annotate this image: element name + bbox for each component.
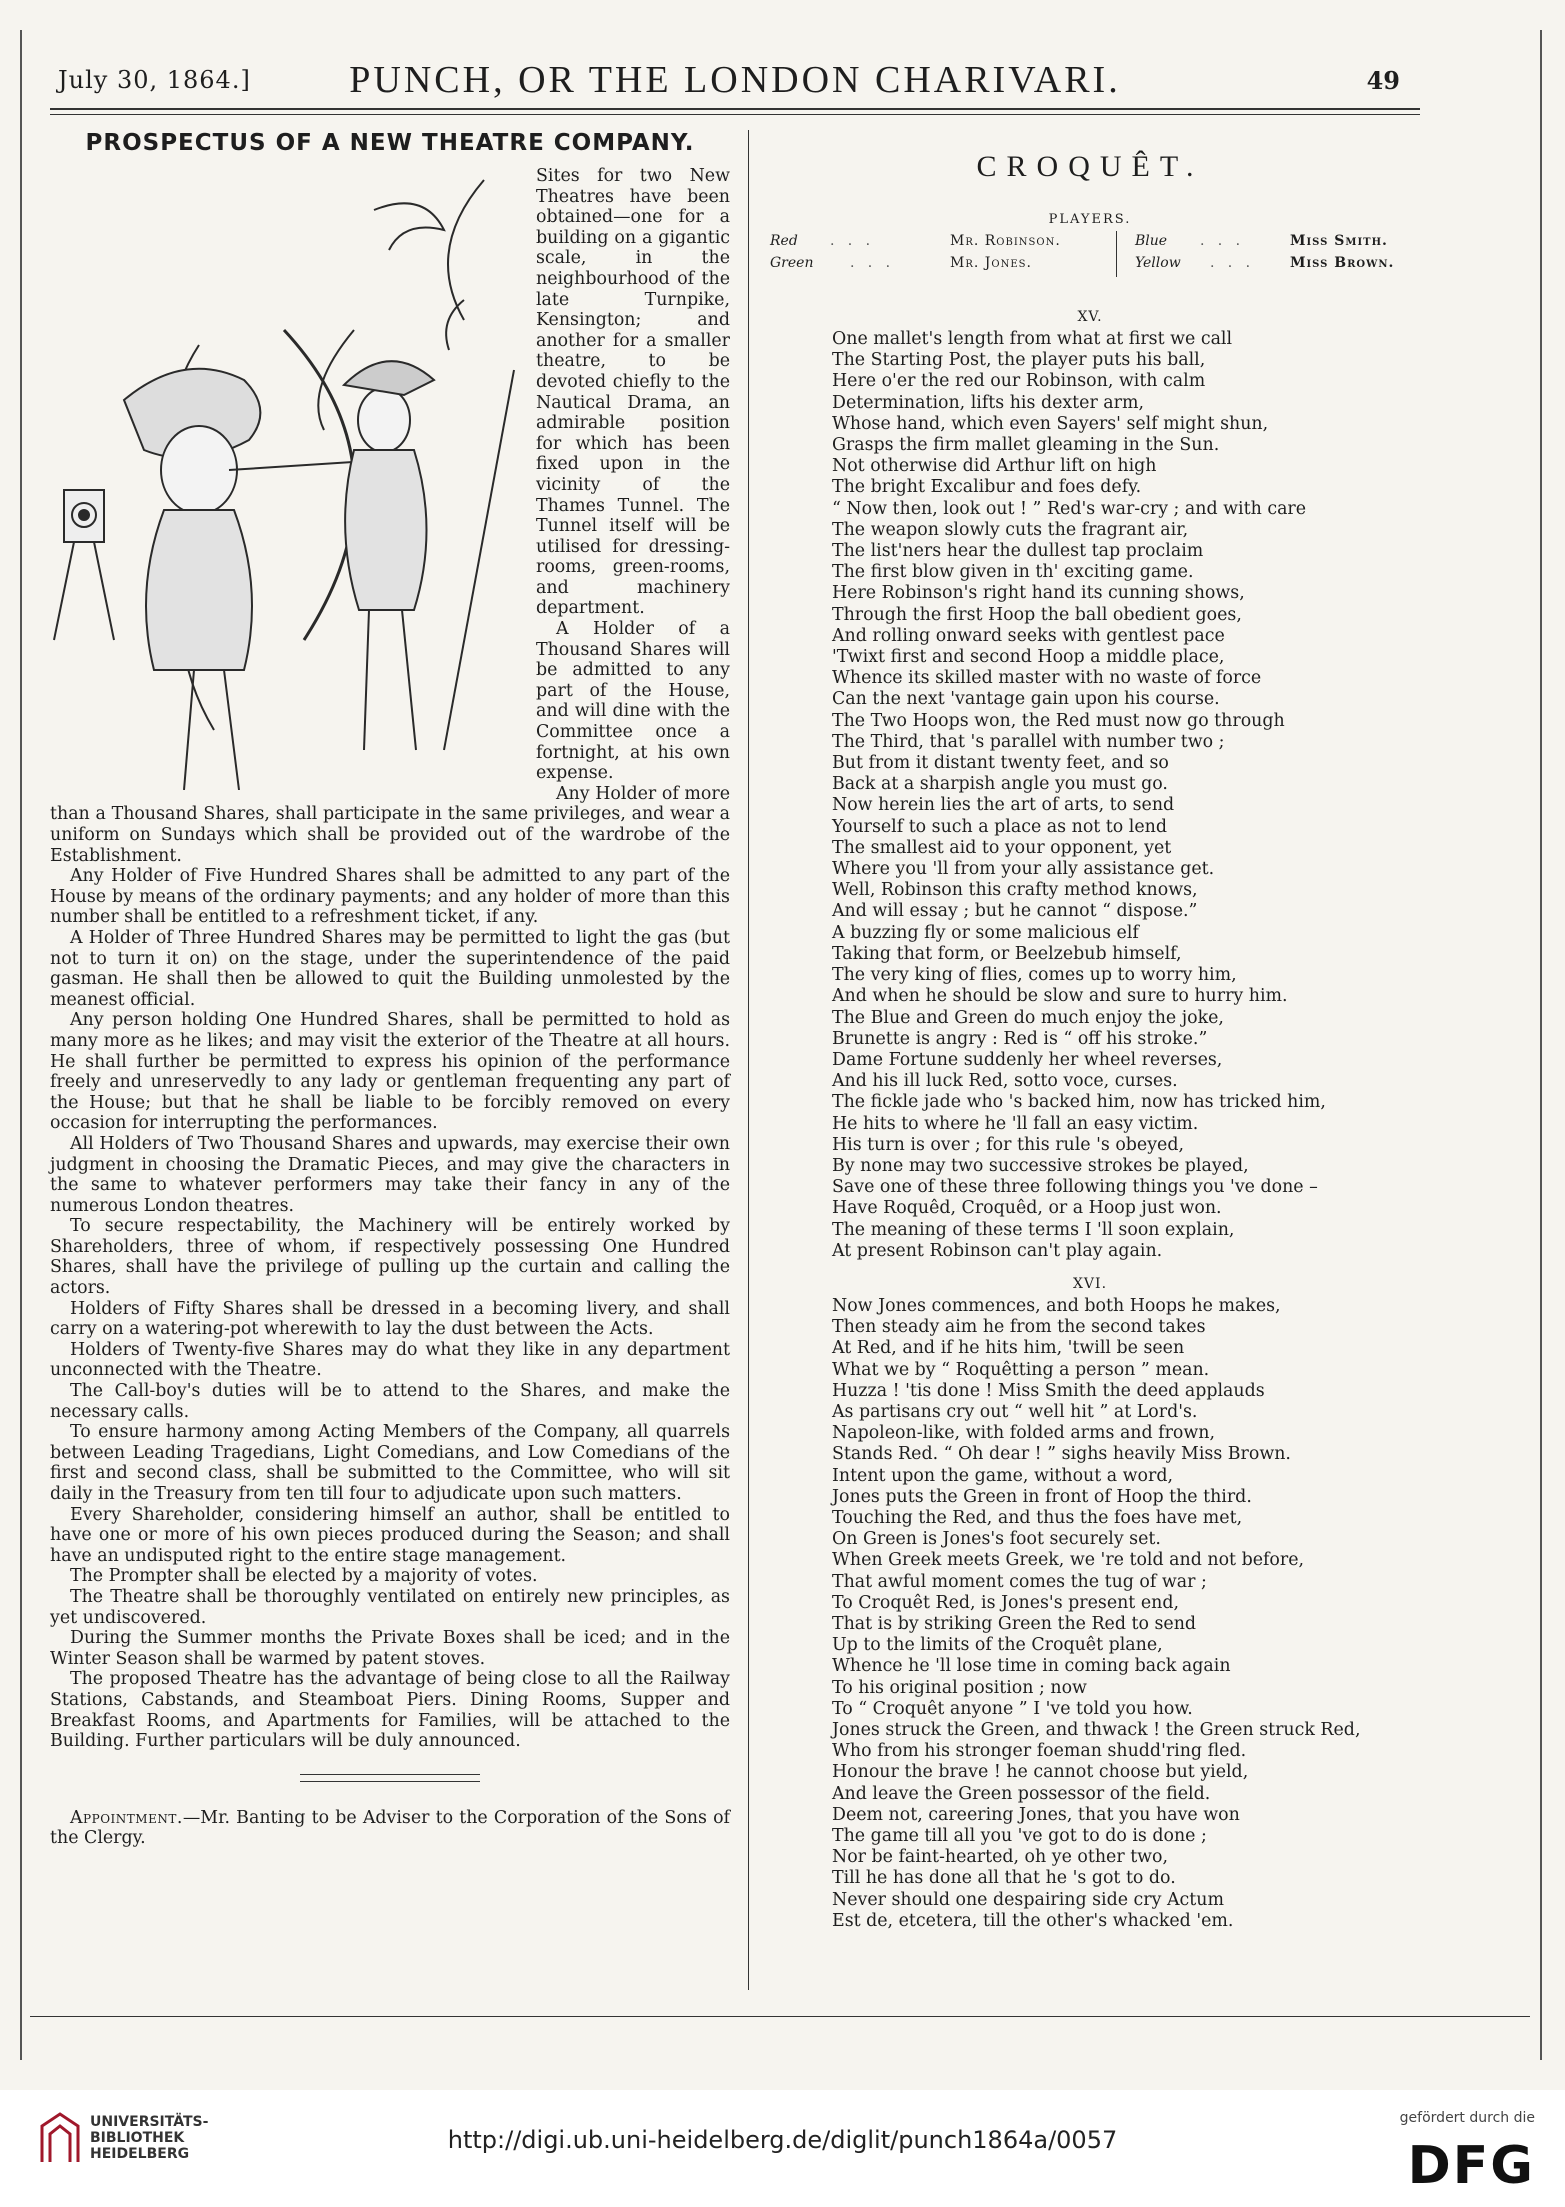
article-paragraph: During the Summer months the Private Boxes shall be iced; and in the Winter Season shall be warmed by patent stoves.: [50, 1628, 730, 1669]
poem-line: Napoleon-like, with folded arms and frown,: [832, 1423, 1216, 1444]
page-border-left: [20, 30, 22, 2060]
player-color: Blue: [1135, 233, 1168, 249]
poem-line: What we by “ Roquêtting a person ” mean.: [832, 1359, 1210, 1380]
poem-line: By none may two successive strokes be played,: [832, 1155, 1249, 1176]
header-rule-top: [50, 108, 1420, 110]
poem-line: Have Roquêd, Croquêd, or a Hoop just won.: [832, 1198, 1222, 1219]
poem-line: Not otherwise did Arthur lift on high: [832, 456, 1157, 477]
poem-title: CROQUÊT.: [976, 150, 1204, 183]
poem-line: And when he should be slow and sure to hurry him.: [832, 986, 1288, 1007]
article-paragraph: The Prompter shall be elected by a majority of votes.: [70, 1566, 538, 1587]
poem-line: Nor be faint-hearted, oh ye other two,: [832, 1847, 1169, 1868]
poem-line: Brunette is angry : Red is “ off his stroke.”: [832, 1028, 1208, 1049]
header-rule-bottom: [50, 114, 1420, 115]
poem-line: The game till all you 've got to do is done ;: [832, 1826, 1207, 1847]
poem-line: As partisans cry out “ well hit ” at Lord's.: [832, 1401, 1198, 1422]
article-paragraph: A Holder of Three Hundred Shares may be permitted to light the gas (but not to turn it on) on the stage, under the superintendence of the paid gasman. He shall then be allowed to quit the Building unmolested by the meanest official.: [50, 927, 730, 1010]
poem-line: Then steady aim he from the second takes: [832, 1317, 1206, 1338]
poem-line: Taking that form, or Beelzebub himself,: [832, 943, 1182, 964]
poem-line: Dame Fortune suddenly her wheel reverses,: [832, 1049, 1223, 1070]
article-paragraph: Holders of Twenty-five Shares may do what they like in any department unconnected with the Theatre.: [50, 1339, 730, 1381]
poem-line: Touching the Red, and thus the foes have met,: [832, 1507, 1243, 1528]
article-paragraph: Sites for two New Theatres have been obtained—one for a building on a gigantic scale, in the neighbourhood of the late Turnpike, Kensington; and another for a smaller theatre, to be devoted chiefly to the Nautical Drama, an admirable position for which has been fixed upon in the vicinity of the Thames Tunnel. The Tunnel itself will be utilised for dressing-rooms, green-rooms, and machinery department.: [536, 166, 730, 619]
page-number: 49: [1366, 66, 1400, 95]
player-name: Miss Brown.: [1290, 255, 1395, 271]
poem-line: Whence he 'll lose time in coming back again: [832, 1656, 1231, 1677]
article-title: PROSPECTUS OF A NEW THEATRE COMPANY.: [85, 130, 695, 156]
article-paragraph: To secure respectability, the Machinery will be entirely worked by Shareholders, three of whom, if respectively possessing One Hundred Shares, shall have the privilege of pulling up the curtain and calling the actors.: [50, 1216, 730, 1299]
library-name-line: HEIDELBERG: [90, 2146, 190, 2162]
poem-line: Here Robinson's right hand its cunning shows,: [832, 583, 1245, 604]
poem-line: Stands Red. “ Oh dear ! ” sighs heavily Miss Brown.: [832, 1444, 1291, 1465]
poem-line: Who from his stronger foeman shudd'ring fled.: [832, 1741, 1247, 1762]
player-name: Miss Smith.: [1290, 233, 1388, 249]
poem-stanza-xv: [770, 329, 1410, 1262]
poem-line: To Croquêt Red, is Jones's present end,: [832, 1592, 1179, 1613]
left-column: [50, 130, 730, 1849]
poem-line: Huzza ! 'tis done ! Miss Smith the deed applauds: [832, 1380, 1265, 1401]
article-paragraph: Any Holder of Five Hundred Shares shall be admitted to any part of the House by means of the ordinary payments; and any holder of more than this number shall be entitled to a refreshment ticket, if any.: [50, 866, 730, 928]
appointment-text: —Mr. Banting to be Adviser to the Corporation of the Sons of the Clergy.: [50, 1807, 730, 1849]
article-paragraph: A Holder of a Thousand Shares will be admitted to any part of the House, and will dine with the Committee once a fortnight, at his own expense.: [536, 619, 730, 784]
poem-line: The meaning of these terms I 'll soon explain,: [832, 1219, 1235, 1240]
stanza-number: XVI.: [1072, 1275, 1108, 1292]
poem-line: Back at a sharpish angle you must go.: [832, 774, 1168, 795]
poem-line: The Two Hoops won, the Red must now go through: [832, 710, 1285, 731]
player-name: Mr. Robinson.: [950, 233, 1061, 249]
article-paragraph: Any person holding One Hundred Shares, shall be permitted to hold as many more as he likes; and may visit the exterior of the Theatre at all hours. He shall further be permitted to express his opinion of the performance freely and unreservedly to any lady or gentleman frequenting any part of the House; but that he shall be liable to be forcibly removed on every occasion for interrupting the performances.: [50, 1010, 730, 1134]
poem-line: At present Robinson can't play again.: [832, 1240, 1163, 1261]
section-separator: [300, 1774, 480, 1782]
poem-line: At Red, and if he hits him, 'twill be seen: [832, 1338, 1185, 1359]
players-table: [770, 233, 1410, 281]
article-paragraph: The Call-boy's duties will be to attend to the Shares, and make the necessary calls.: [50, 1381, 730, 1422]
poem-line: But from it distant twenty feet, and so: [832, 753, 1169, 774]
poem-line: Jones puts the Green in front of Hoop the third.: [832, 1486, 1252, 1507]
player-name: Mr. Jones.: [950, 255, 1032, 271]
poem-line: Never should one despairing side cry Actum: [832, 1889, 1224, 1910]
right-column: [770, 140, 1410, 1932]
poem-line: Grasps the firm mallet gleaming in the Sun.: [832, 435, 1220, 456]
poem-line: To “ Croquêt anyone ” I 've told you how.: [832, 1698, 1193, 1719]
article-paragraph: All Holders of Two Thousand Shares and upwards, may exercise their own judgment in choosing the Dramatic Pieces, and may give the characters in the same to whatever performers may take their fancy in any of the numerous London theatres.: [50, 1133, 730, 1216]
poem-line: When Greek meets Greek, we 're told and not before,: [832, 1550, 1305, 1571]
leader-dots: . . .: [830, 233, 871, 249]
poem-stanza-xvi: [770, 1296, 1410, 1932]
issue-date: July 30, 1864.]: [58, 66, 251, 94]
poem-line: Up to the limits of the Croquêt plane,: [832, 1635, 1163, 1656]
leader-dots: . . .: [850, 255, 891, 271]
poem-line: Through the first Hoop the ball obedient goes,: [832, 604, 1242, 625]
player-color: Yellow: [1135, 255, 1181, 271]
poem-line: Est de, etcetera, till the other's whacked 'em.: [832, 1910, 1234, 1931]
poem-line: Jones struck the Green, and thwack ! the Green struck Red,: [832, 1720, 1361, 1740]
poem-line: Whence its skilled master with no waste of force: [832, 668, 1262, 689]
poem-line: The smallest aid to your opponent, yet: [832, 837, 1172, 858]
article-paragraph: The Theatre shall be thoroughly ventilated on entirely new principles, as yet undiscovered.: [50, 1586, 730, 1628]
poem-line: On Green is Jones's foot securely set.: [832, 1529, 1161, 1550]
poem-line: Here o'er the red our Robinson, with calm: [832, 371, 1206, 392]
poem-line: To his original position ; now: [832, 1677, 1087, 1698]
column-divider: [748, 130, 749, 1990]
poem-line: And his ill luck Red, sotto voce, curses.: [832, 1071, 1178, 1092]
poem-line: The bright Excalibur and foes defy.: [832, 477, 1142, 498]
article-paragraph: Any Holder of more than a Thousand Shares, shall participate in the same privileges, and wear a uniform on Sundays which shall be provided out of the wardrobe of the Establishment.: [50, 783, 730, 866]
article-paragraph: Holders of Fifty Shares shall be dressed in a becoming livery, and shall carry on a watering-pot wherewith to lay the dust between the Acts.: [50, 1298, 730, 1340]
poem-line: That is by striking Green the Red to send: [832, 1613, 1197, 1634]
poem-line: Can the next 'vantage gain upon his course.: [832, 689, 1220, 710]
players-heading: PLAYERS.: [1048, 212, 1132, 227]
stanza-number: XV.: [1077, 309, 1103, 325]
poem-line: Intent upon the game, without a word,: [832, 1465, 1173, 1486]
poem-line: And leave the Green possessor of the field.: [832, 1783, 1211, 1804]
poem-line: Well, Robinson this crafty method knows,: [832, 880, 1198, 901]
dfg-logo[interactable]: DFG: [1407, 2136, 1535, 2196]
poem-line: Deem not, careering Jones, that you have won: [832, 1804, 1240, 1825]
poem-line: The Third, that 's parallel with number two ;: [832, 731, 1225, 752]
poem-line: Honour the brave ! he cannot choose but yield,: [832, 1762, 1249, 1783]
funding-label: gefördert durch die: [1399, 2110, 1535, 2126]
poem-line: He hits to where he 'll fall an easy victim.: [832, 1113, 1199, 1134]
player-color: Red: [770, 233, 798, 249]
leader-dots: . . .: [1210, 255, 1251, 271]
appointment-notice: [50, 1808, 730, 1849]
poem-line: “ Now then, look out ! ” Red's war-cry ; and with care: [832, 498, 1307, 519]
article-body: [50, 166, 730, 1752]
poem-line: Now Jones commences, and both Hoops he makes,: [832, 1295, 1281, 1316]
page-header: [50, 58, 1420, 106]
digitization-footer: [0, 2090, 1565, 2207]
appointment-lead: Appointment.: [70, 1807, 183, 1828]
library-name-line: BIBLIOTHEK: [90, 2130, 185, 2146]
poem-line: One mallet's length from what at first we call: [832, 329, 1233, 349]
poem-line: Now herein lies the art of arts, to send: [832, 795, 1175, 816]
page-bottom-rule: [30, 2016, 1530, 2017]
poem-line: Where you 'll from your ally assistance get.: [832, 859, 1215, 880]
poem-line: Whose hand, which even Sayers' self might shun,: [832, 413, 1269, 434]
article-paragraph: To ensure harmony among Acting Members of the Company, all quarrels between Leading Tragedians, Light Comedians, and Low Comedians of the first and second class, shall be submitted to the Committee, who will sit daily in the Treasury from ten till four to adjudicate upon such matters.: [50, 1422, 730, 1504]
archers-illustration: [44, 170, 524, 790]
poem-line: Determination, lifts his dexter arm,: [832, 392, 1144, 413]
poem-line: And rolling onward seeks with gentlest pace: [832, 625, 1225, 646]
poem-line: The list'ners hear the dullest tap proclaim: [832, 541, 1204, 562]
masthead-title: PUNCH, OR THE LONDON CHARIVARI.: [349, 59, 1121, 101]
poem-line: 'Twixt first and second Hoop a middle place,: [832, 647, 1225, 668]
poem-line: Yourself to such a place as not to lend: [832, 816, 1167, 837]
poem-line: Till he has done all that he 's got to do.: [832, 1868, 1176, 1889]
players-row: [770, 233, 1410, 255]
poem-line: The first blow given in th' exciting game.: [832, 562, 1194, 583]
poem-line: The Starting Post, the player puts his ball,: [832, 350, 1206, 371]
poem-line: That awful moment comes the tug of war ;: [832, 1571, 1207, 1592]
poem-line: And will essay ; but he cannot “ dispose.”: [832, 901, 1198, 922]
poem-line: Save one of these three following things you 've done –: [832, 1177, 1318, 1198]
poem-line: The weapon slowly cuts the fragrant air,: [832, 519, 1189, 540]
player-color: Green: [770, 255, 814, 271]
poem-line: His turn is over ; for this rule 's obeyed,: [832, 1134, 1184, 1155]
library-name-line: UNIVERSITÄTS-: [90, 2114, 209, 2130]
permalink-url[interactable]: http://digi.ub.uni-heidelberg.de/diglit/punch1864a/0057: [447, 2126, 1118, 2154]
page-border-right: [1540, 30, 1542, 2060]
players-row: [770, 255, 1410, 277]
poem-line: The fickle jade who 's backed him, now has tricked him,: [832, 1092, 1326, 1113]
poem-line: The very king of flies, comes up to worry him,: [832, 965, 1237, 986]
poem-line: The Blue and Green do much enjoy the joke,: [832, 1007, 1224, 1028]
poem-line: A buzzing fly or some malicious elf: [832, 922, 1139, 943]
article-paragraph: The proposed Theatre has the advantage of being close to all the Railway Stations, Cabstands, and Steamboat Piers. Dining Rooms, Supper and Breakfast Rooms, and Apartments for Families, will be attached to the Building. Further particulars will be duly announced.: [50, 1669, 730, 1752]
article-paragraph: Every Shareholder, considering himself an author, shall be entitled to have one or more of his own pieces produced during the Season; and shall have an undisputed right to the entire stage management.: [50, 1504, 730, 1566]
leader-dots: . . .: [1200, 233, 1241, 249]
